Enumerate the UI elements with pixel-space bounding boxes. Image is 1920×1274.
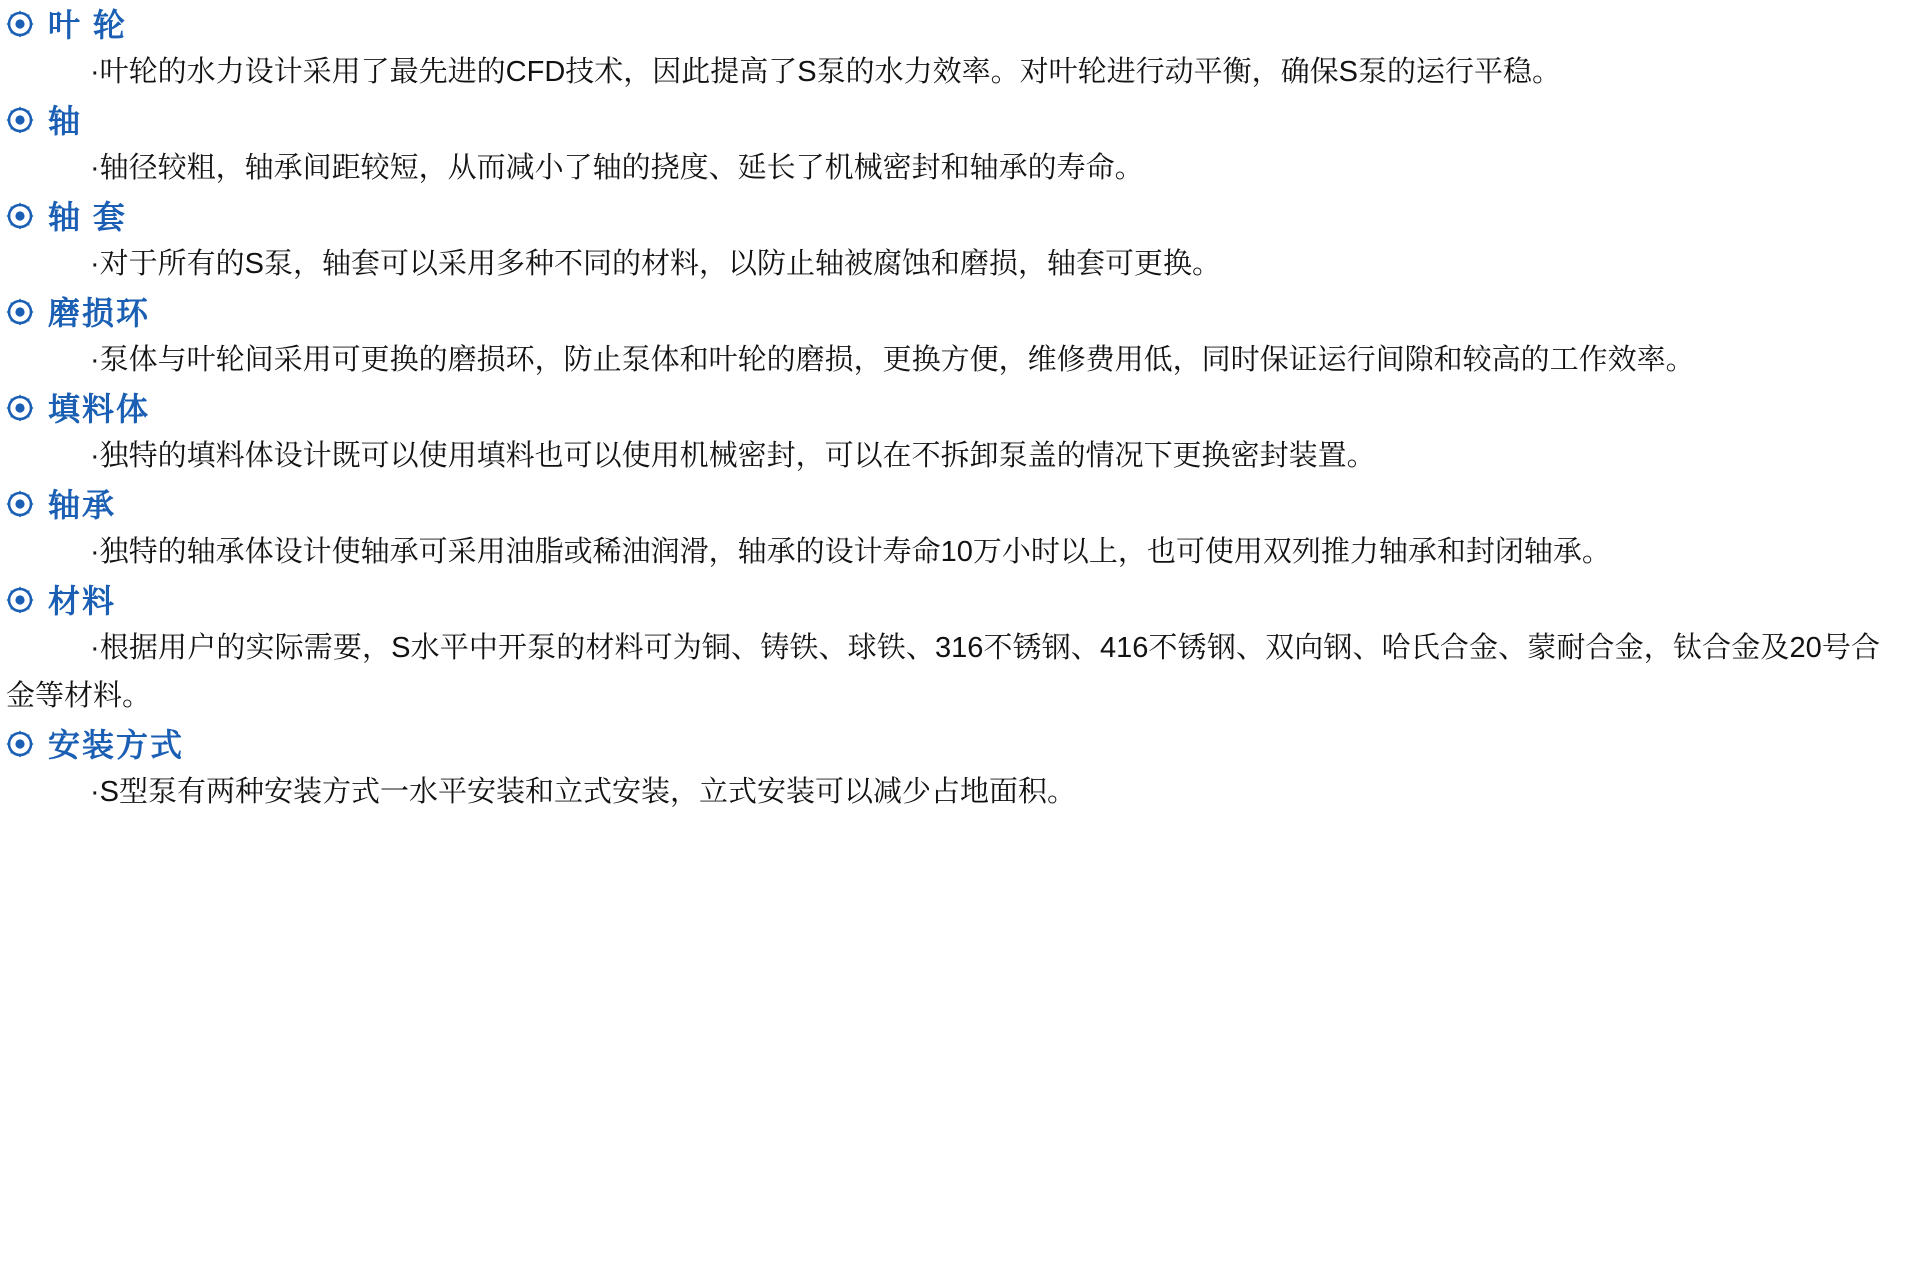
section-heading: 轴 <box>48 103 83 139</box>
heading-row <box>6 4 1880 46</box>
heading-row <box>6 388 1880 430</box>
section-heading: 安装方式 <box>48 727 185 763</box>
section-heading: 轴 套 <box>48 199 127 235</box>
section-body: ·对于所有的S泵，轴套可以采用多种不同的材料，以防止轴被腐蚀和磨损，轴套可更换。 <box>90 248 1222 280</box>
heading-row <box>6 292 1880 334</box>
section-body: ·泵体与叶轮间采用可更换的磨损环，防止泵体和叶轮的磨损，更换方便，维修费用低，同时保证运行间隙和较高的工作效率。 <box>90 344 1695 376</box>
section-body: ·叶轮的水力设计采用了最先进的CFD技术，因此提高了S泵的水力效率。对叶轮进行动平衡，确保S泵的运行平稳。 <box>90 56 1561 88</box>
section-impeller <box>6 4 1880 96</box>
heading-row <box>6 100 1880 142</box>
heading-row <box>6 580 1880 622</box>
gear-bullet-icon <box>6 202 34 230</box>
section-shaft <box>6 100 1880 192</box>
gear-bullet-icon <box>6 490 34 518</box>
gear-bullet-icon <box>6 730 34 758</box>
heading-row <box>6 724 1880 766</box>
heading-row <box>6 484 1880 526</box>
section-installation <box>6 724 1880 816</box>
section-heading: 磨损环 <box>48 295 151 331</box>
gear-bullet-icon <box>6 298 34 326</box>
gear-bullet-icon <box>6 394 34 422</box>
section-heading: 叶 轮 <box>48 7 127 43</box>
section-bearing <box>6 484 1880 576</box>
section-stuffing-box <box>6 388 1880 480</box>
section-body: ·轴径较粗，轴承间距较短，从而减小了轴的挠度、延长了机械密封和轴承的寿命。 <box>90 152 1144 184</box>
section-body: ·独特的填料体设计既可以使用填料也可以使用机械密封，可以在不拆卸泵盖的情况下更换密封装置。 <box>90 440 1376 472</box>
section-material <box>6 580 1880 720</box>
section-body: ·根据用户的实际需要，S水平中开泵的材料可为铜、铸铁、球铁、316不锈钢、416不锈钢、双向钢、哈氏合金、蒙耐合金，钛合金及20号合金等材料。 <box>6 632 1880 712</box>
section-heading: 填料体 <box>48 391 151 427</box>
section-body: ·独特的轴承体设计使轴承可采用油脂或稀油润滑，轴承的设计寿命10万小时以上，也可使用双列推力轴承和封闭轴承。 <box>90 536 1611 568</box>
gear-bullet-icon <box>6 586 34 614</box>
heading-row <box>6 196 1880 238</box>
section-heading: 轴承 <box>48 487 117 523</box>
section-body: ·S型泵有两种安装方式一水平安装和立式安装，立式安装可以减少占地面积。 <box>90 776 1077 808</box>
section-wear-ring <box>6 292 1880 384</box>
gear-bullet-icon <box>6 106 34 134</box>
gear-bullet-icon <box>6 10 34 38</box>
section-heading: 材料 <box>48 583 117 619</box>
section-shaft-sleeve <box>6 196 1880 288</box>
